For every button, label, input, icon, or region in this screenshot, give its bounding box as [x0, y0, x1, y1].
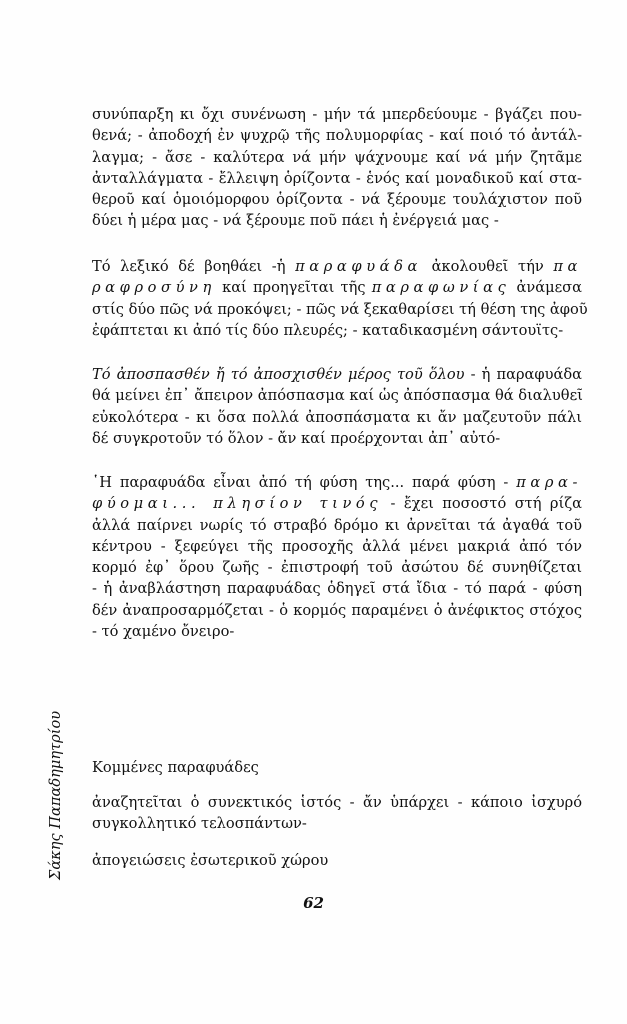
- text-span: - ἡ παραφυάδα: [464, 366, 582, 383]
- spaced-italic-term: ραφροσύνη: [92, 279, 216, 297]
- text-line: θενά; - ἀποδοχή ἐν ψυχρῷ τῆς πολυμορφίας - καί ποιό τό ἀντάλ-: [92, 127, 582, 145]
- spaced-italic-term: παραφυάδα: [295, 258, 422, 275]
- text-line: ἀπογειώσεις ἐσωτερικοῦ χώρου: [92, 852, 329, 869]
- text-line: ἀνταλλάγματα - ἔλλειψη ὁρίζοντα - ἑνός καί μοναδικοῦ καί στα-: [92, 169, 582, 187]
- text-line: δέν ἀναπροσαρμόζεται - ὁ κορμός παραμένει ὁ ἀνέφικτος στόχος: [92, 601, 582, 619]
- page-number: 62: [303, 894, 324, 912]
- text-line: δέ συγκροτοῦν τό ὅλον - ἄν καί προέρχονται ἀπ᾽ αὐτό-: [92, 429, 501, 447]
- section-title: Κομμένες παραφυάδες: [92, 759, 259, 776]
- text-line: [92, 277, 582, 298]
- text-line: - τό χαμένο ὄνειρο-: [92, 623, 235, 641]
- text-line: ἀναζητεῖται ὁ συνεκτικός ἱστός - ἄν ὑπάρχει - κάποιο ἰσχυρό: [92, 794, 582, 811]
- text-line: συγκολλητικό τελοσπάντων-: [92, 815, 307, 833]
- spaced-italic-term: φύομαι... πλησίον τινός: [92, 495, 383, 513]
- paragraph-3: [92, 364, 582, 449]
- text-line: λαγμα; - ἄσε - καλύτερα νά μήν ψάχνουμε καί νά μήν ζητᾶμε: [92, 148, 582, 166]
- paragraph-1: [92, 104, 582, 232]
- italic-phrase: Τό ἀποσπασθέν ἤ τό ἀποσχισθέν μέρος τοῦ ὅλου: [92, 366, 465, 383]
- text-line: κέντρου - ξεφεύγει τῆς προσοχῆς ἀλλά μένει μακριά ἀπό τόν: [92, 537, 582, 555]
- section-paragraph-2: [92, 850, 582, 871]
- text-line: κορμό ἐφ᾽ ὅρου ζωῆς - ἐπιστροφή τοῦ ἀσώτου δέ συνηθίζεται: [92, 559, 582, 577]
- paragraph-4: [92, 472, 582, 642]
- text-span: ἀκολουθεῖ τήν: [421, 258, 554, 275]
- text-line: συνύπαρξη κι ὄχι συνένωση - μήν τά μπερδεύουμε - βγάζει που-: [92, 106, 582, 123]
- text-line: - ἡ ἀναβλάστηση παραφυάδας ὁδηγεῖ στά ἴδια - τό παρά - φύση: [92, 580, 582, 598]
- text-line: δύει ἡ μέρα μας - νά ξέρουμε ποῦ πάει ἡ ἐνέργειά μας -: [92, 212, 499, 230]
- text-line: θεροῦ καί ὁμοιόμορφου ὁρίζοντα - νά ξέρουμε τουλάχιστον ποῦ: [92, 191, 582, 209]
- text-line: ἀλλά παίρνει νωρίς τό στραβό δρόμο κι ἀρνεῖται τά ἀγαθά τοῦ: [92, 516, 582, 534]
- section-heading: [92, 757, 582, 778]
- author-side-title: Σάκης Παπαδημητρίου: [47, 710, 64, 880]
- text-span: Τό λεξικό δέ βοηθάει -ἡ: [92, 258, 296, 275]
- text-line: ἐφάπτεται κι ἀπό τίς δύο πλευρές; - καταδικασμένη σάντουϊτς-: [92, 321, 564, 339]
- spaced-italic-term: πα: [553, 258, 582, 275]
- text-line: θά μείνει ἐπ᾽ ἄπειρον ἀπόσπασμα καί ὡς ἀπόσπασμα θά διαλυθεῖ: [92, 387, 583, 405]
- section-paragraph-1: [92, 792, 582, 835]
- text-line: [92, 256, 582, 277]
- text-line: εὐκολότερα - κι ὅσα πολλά ἀποσπάσματα κι ἄν μαζευτοῦν πάλι: [92, 408, 582, 426]
- text-span: ῾Η παραφυάδα εἶναι ἀπό τή φύση της... παρά φύση -: [92, 474, 517, 491]
- text-line: [92, 364, 582, 385]
- spaced-italic-term: παραφωνίας: [371, 279, 511, 297]
- text-line: στίς δύο πῶς νά προκόψει; - πῶς νά ξεκαθαρίσει τή θέση της ἀφοῦ: [92, 300, 588, 318]
- text-line: [92, 472, 582, 493]
- text-span: καί προηγεῖται τῆς: [215, 279, 372, 297]
- spaced-italic-term: παρα-: [516, 474, 582, 491]
- text-line: [92, 493, 582, 514]
- text-span: ἀνάμεσα: [510, 279, 582, 297]
- paragraph-2: [92, 256, 588, 341]
- text-span: - ἔχει ποσοστό στή ρίζα: [382, 495, 582, 513]
